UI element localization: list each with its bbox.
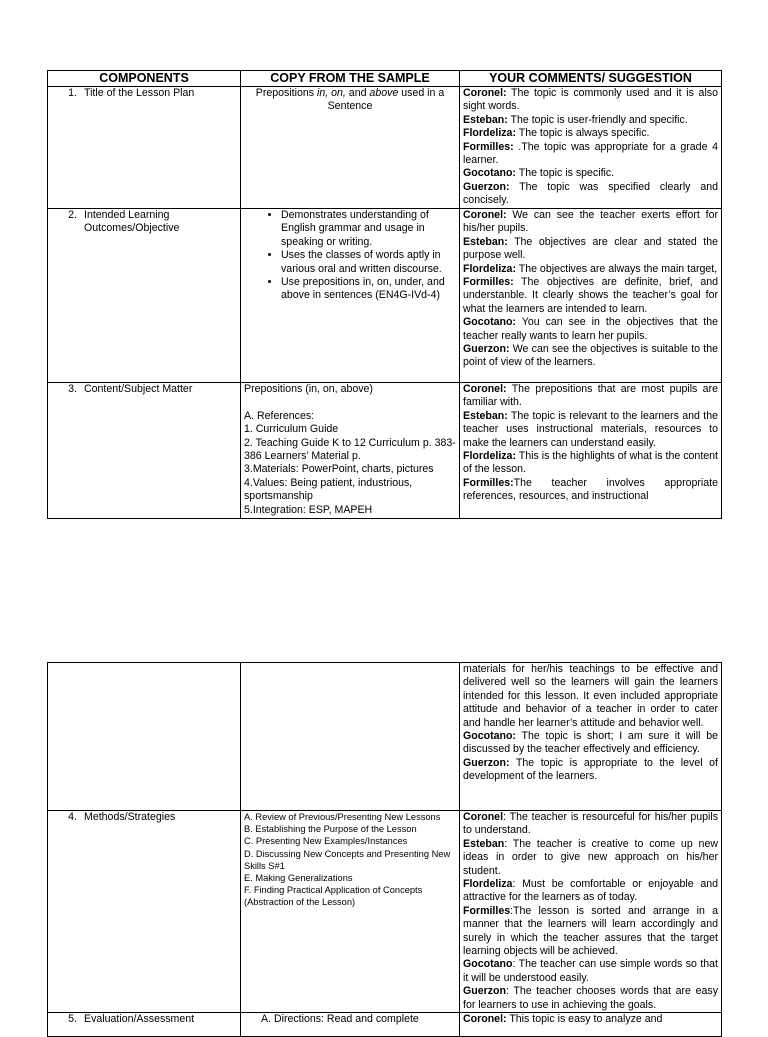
comment-continuation: materials for her/his teachings to be effective and delivered well so the learners will gain the learners intended for this lesson. It even included appropriate attitude and behavior of a teacher in order to cater and handle her learner’s attitude and behavior well. <box>463 663 718 729</box>
sample-cell: Prepositions in, on, and above used in a Sentence <box>241 87 460 209</box>
comment: Guerzon: The topic is appropriate to the level of development of the learners. <box>463 756 718 783</box>
sample-line: 3.Materials: PowerPoint, charts, pictures <box>244 463 434 476</box>
sample-line: (Abstraction of the Lesson) <box>244 897 356 908</box>
comment: Coronel: The prepositions that are most pupils are familiar with. <box>463 383 718 409</box>
sample-line: A. Review of Previous/Presenting New Lessons <box>244 812 441 822</box>
sample-line: 5.Integration: ESP, MAPEH <box>244 503 373 516</box>
component-title: Evaluation/Assessment <box>84 1013 195 1026</box>
sample-line <box>244 396 456 409</box>
table-row <box>48 663 722 811</box>
sample-line: Prepositions (in, on, above) <box>244 383 373 395</box>
comment: Guerzon: The topic was specified clearly and concisely. <box>463 180 718 207</box>
table-row <box>48 383 722 519</box>
sample-line: 1. Curriculum Guide <box>244 423 339 436</box>
comments-cell <box>460 811 722 1013</box>
comments-cell <box>460 209 722 383</box>
sample-line: A. Directions: Read and complete <box>261 1013 419 1026</box>
table-row <box>48 209 722 383</box>
comment: Gocotano: The topic is specific. <box>463 167 615 180</box>
list-item: • Demonstrates understanding of English grammar and usage in speaking or writing. <box>281 209 456 249</box>
evaluation-table-part1 <box>47 70 722 519</box>
comment: Esteban: The objectives are clear and stated the purpose well. <box>463 235 718 262</box>
component-title: Intended Learning Outcomes/Objective <box>84 209 180 235</box>
header-comments-suggestion: YOUR COMMENTS/ SUGGESTION <box>460 71 722 87</box>
comment: Gocotano: The teacher can use simple words so that it will be understood easily. <box>463 958 718 984</box>
component-cell: 3. Content/Subject Matter <box>48 383 241 519</box>
comment: Formilles:The lesson is sorted and arrange in a manner that the learners will learn accordingly and surely in which the teacher assures that the target learning objects will be achieved. <box>463 904 718 958</box>
comment: Coronel: The teacher is resourceful for his/her pupils to understand. <box>463 811 718 837</box>
table-row <box>48 87 722 209</box>
comments-cell <box>460 383 722 519</box>
comment: Formilles: .The topic was appropriate for a grade 4 learner. <box>463 140 718 167</box>
comment: Coronel: This topic is easy to analyze and <box>463 1013 663 1026</box>
comment: Flordeliza: Must be comfortable or enjoyable and attractive for the learners as of today. <box>463 878 718 904</box>
header-components: COMPONENTS <box>48 71 241 87</box>
component-cell: 1. Title of the Lesson Plan <box>48 87 241 209</box>
sample-line: 2. Teaching Guide K to 12 Curriculum p. 383-386 Learners’ Material p. <box>244 436 456 463</box>
sample-cell <box>241 383 460 519</box>
comment: Flordeliza: The topic is always specific. <box>463 127 650 140</box>
list-item: • Uses the classes of words aptly in various oral and written discourse. <box>281 249 456 276</box>
comments-cell <box>460 663 722 811</box>
comment: Formilles:The teacher involves appropriate references, resources, and instructional <box>463 476 718 503</box>
comment: Formilles: The objectives are definite, brief, and understanble. It clearly shows the teacher’s goal for what the learners are intended to learn. <box>463 276 718 315</box>
component-cell: 5. Evaluation/Assessment <box>48 1013 241 1037</box>
sample-cell <box>241 1013 460 1037</box>
sample-line: E. Making Generalizations <box>244 873 353 884</box>
evaluation-table-part2 <box>47 662 722 1037</box>
sample-cell <box>241 663 460 811</box>
component-title: Content/Subject Matter <box>84 383 193 395</box>
comment: Guerzon: We can see the objectives is suitable to the point of view of the learners. <box>463 343 718 369</box>
comment: Gocotano: The topic is short; I am sure it will be discussed by the teacher effectively and efficiency. <box>463 730 718 756</box>
comment: Coronel: The topic is commonly used and it is also sight words. <box>463 87 718 113</box>
sample-cell <box>241 811 460 1013</box>
header-copy-from-sample: COPY FROM THE SAMPLE <box>241 71 460 87</box>
component-title: Methods/Strategies <box>84 811 176 823</box>
component-cell: 2. Intended Learning Outcomes/Objective <box>48 209 241 383</box>
comment: Esteban: The topic is user-friendly and specific. <box>463 113 688 126</box>
comments-cell <box>460 1013 722 1037</box>
sample-line: C. Presenting New Examples/Instances <box>244 836 408 847</box>
objectives-list <box>244 209 456 303</box>
table-header-row <box>48 71 722 87</box>
comment: Coronel: We can see the teacher exerts effort for his/her pupils. <box>463 209 718 235</box>
sample-line: A. References: <box>244 409 315 422</box>
sample-line: B. Establishing the Purpose of the Lesson <box>244 824 417 835</box>
comment: Esteban: The teacher is creative to come up new ideas in order to give new approach on his/her student. <box>463 837 718 877</box>
component-cell: 4. Methods/Strategies <box>48 811 241 1013</box>
comments-cell <box>460 87 722 209</box>
comment: Flordeliza: The objectives are always the main target, <box>463 262 718 275</box>
component-cell <box>48 663 241 811</box>
sample-line: D. Discussing New Concepts and Presenting New Skills S#1 <box>244 848 451 871</box>
comment: Flordeliza: This is the highlights of what is the content of the lesson. <box>463 450 718 476</box>
comment: Guerzon: The teacher chooses words that are easy for learners to use in achieving the goals. <box>463 985 718 1011</box>
component-title: Title of the Lesson Plan <box>84 87 195 99</box>
table-row <box>48 811 722 1013</box>
table-row <box>48 1013 722 1037</box>
sample-line: 4.Values: Being patient, industrious, sportsmanship <box>244 476 413 503</box>
comment: Esteban: The topic is relevant to the learners and the teacher uses instructional materials, resources to make the learners can understand easily. <box>463 409 718 449</box>
comment: Gocotano: You can see in the objectives that the teacher really wants to learn her pupils. <box>463 316 718 342</box>
list-item: • Use prepositions in, on, under, and above in sentences (EN4G-IVd-4) <box>281 276 456 303</box>
sample-cell <box>241 209 460 383</box>
sample-line: F. Finding Practical Application of Concepts <box>244 885 423 896</box>
